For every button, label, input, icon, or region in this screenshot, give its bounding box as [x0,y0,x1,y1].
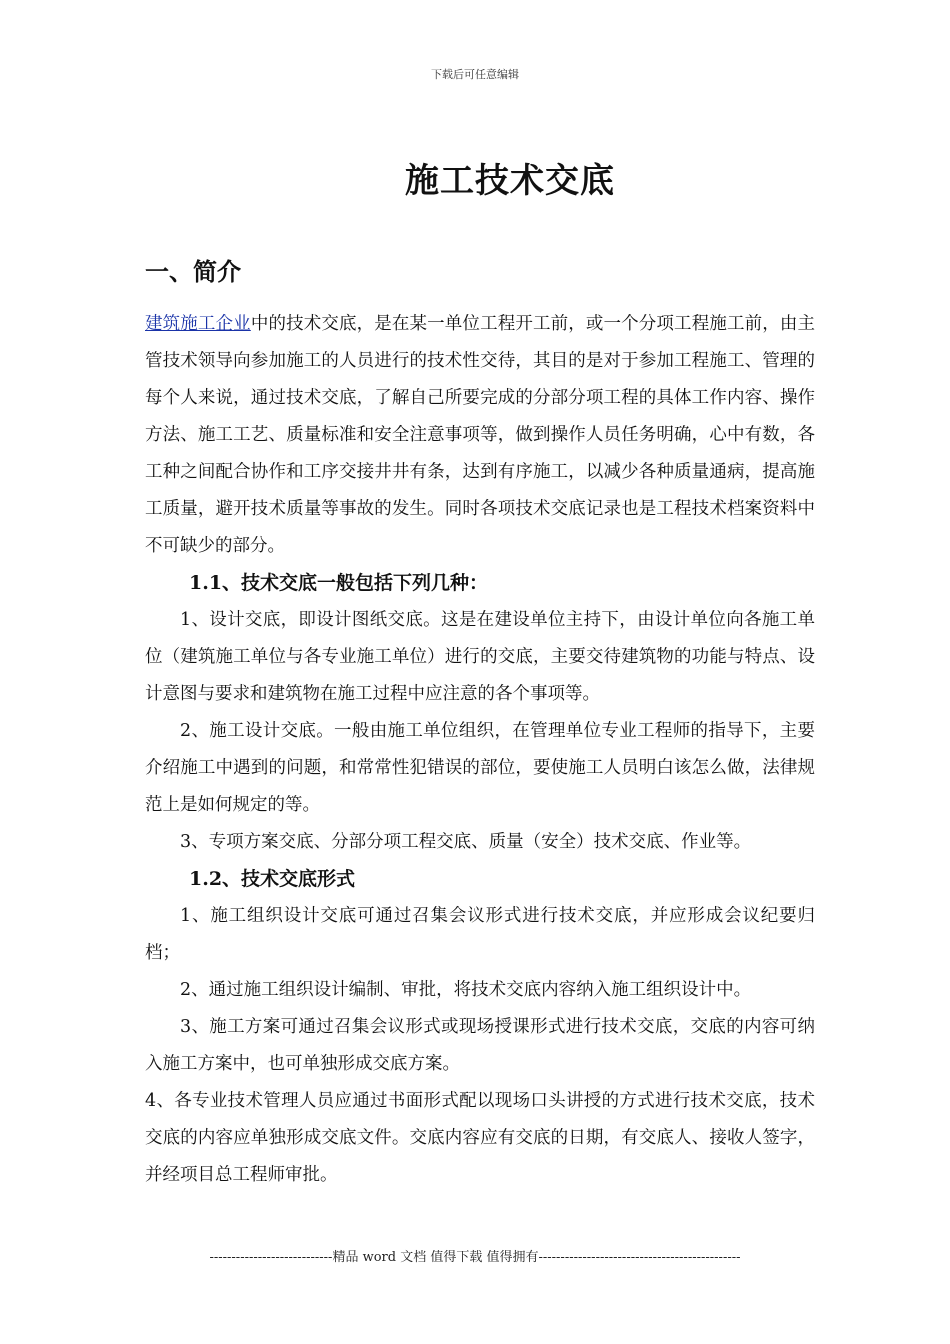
list-item: 3、施工方案可通过召集会议形式或现场授课形式进行技术交底，交底的内容可纳入施工方案中，也可单独形成交底方案。 [145,1017,815,1074]
list-item: 2、通过施工组织设计编制、审批，将技术交底内容纳入施工组织设计中。 [180,980,752,1000]
subsection-heading-1-2: 1.2、技术交底形式 [189,868,356,890]
footer-note: ----------------------------精品 word 文档 值得下载 值得拥有---------------------------------------------- [209,1250,741,1265]
section-heading: 一、简介 [145,257,241,286]
intro-paragraph [145,306,815,565]
list-item: 1、施工组织设计交底可通过召集会议形式进行技术交底，并应形成会议纪要归档； [145,906,815,963]
list-item: 1、设计交底，即设计图纸交底。这是在建设单位主持下，由设计单位向各施工单位（建筑施工单位与各专业施工单位）进行的交底，主要交待建筑物的功能与特点、设计意图与要求和建筑物在施工过程中应注意的各个事项等。 [145,610,815,704]
page-title: 施工技术交底 [405,161,615,201]
list-item: 2、施工设计交底。一般由施工单位组织，在管理单位专业工程师的指导下，主要介绍施工中遇到的问题，和常常性犯错误的部位，要使施工人员明白该怎么做，法律规范上是如何规定的等。 [145,721,815,815]
header-note: 下载后可任意编辑 [431,68,519,81]
subsection-heading-1-1: 1.1、技术交底一般包括下列几种： [189,572,489,594]
intro-link[interactable]: 建筑施工企业 [145,314,251,334]
list-item: 3、专项方案交底、分部分项工程交底、质量（安全）技术交底、作业等。 [180,832,752,852]
list-item: 4、各专业技术管理人员应通过书面形式配以现场口头讲授的方式进行技术交底，技术交底的内容应单独形成交底文件。交底内容应有交底的日期，有交底人、接收人签字，并经项目总工程师审批。 [145,1091,815,1185]
document-body [145,250,815,1194]
intro-text: 中的技术交底，是在某一单位工程开工前，或一个分项工程施工前，由主管技术领导向参加施工的人员进行的技术性交待，其目的是对于参加工程施工、管理的每个人来说，通过技术交底，了解自己所要完成的分部分项工程的具体工作内容、操作方法、施工工艺、质量标准和安全注意事项等，做到操作人员任务明确，心中有数，各工种之间配合协作和工序交接井井有条，达到有序施工，以减少各种质量通病，提高施工质量，避开技术质量等事故的发生。同时各项技术交底记录也是工程技术档案资料中不可缺少的部分。 [145,314,815,556]
